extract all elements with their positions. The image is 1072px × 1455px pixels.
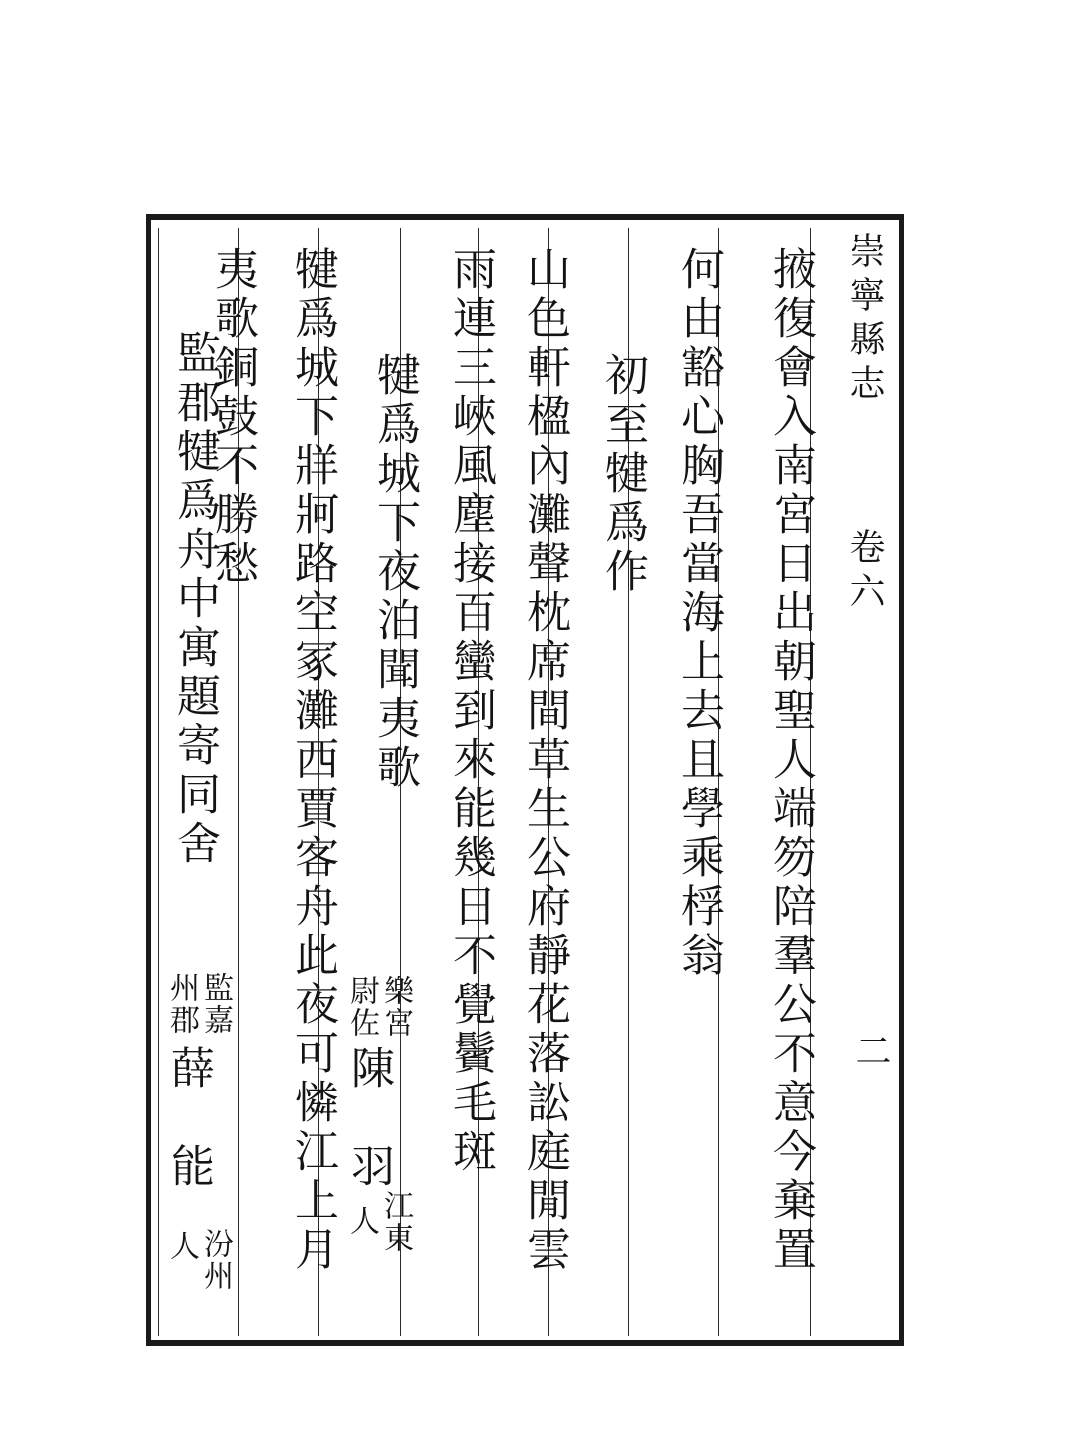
author-origin: 人 bbox=[344, 1205, 379, 1237]
author-name: 陳 羽 bbox=[343, 1045, 394, 1192]
author-office: 州郡 bbox=[164, 972, 199, 1036]
author-office: 樂宮 bbox=[378, 975, 413, 1039]
book-title: 崇寧縣志 bbox=[844, 232, 885, 408]
author-origin: 江東 bbox=[378, 1190, 413, 1254]
text-column: 夷歌銅鼓不勝愁 bbox=[207, 246, 258, 589]
poem-title: 初至犍爲作 bbox=[597, 352, 648, 597]
author-office: 尉佐 bbox=[344, 975, 379, 1039]
poem-title: 監郡犍爲舟中寓題寄同舍 bbox=[169, 330, 220, 869]
volume-label: 卷六 bbox=[844, 528, 885, 616]
author-origin: 人 bbox=[164, 1230, 199, 1262]
text-column: 掖復會入南宮日出朝聖人端笏陪羣公不意今棄置 bbox=[765, 246, 816, 1275]
text-column: 山色軒楹內灘聲枕席間草生公府靜花落訟庭閒雲 bbox=[519, 246, 570, 1275]
text-column: 犍爲城下牂牁路空冢灘西賈客舟此夜可憐江上月 bbox=[287, 246, 338, 1275]
text-column: 雨連三峽風塵接百蠻到來能幾日不覺鬢毛斑 bbox=[445, 246, 496, 1177]
page-number: 二 bbox=[850, 1032, 891, 1076]
poem-title: 犍爲城下夜泊聞夷歌 bbox=[369, 352, 420, 793]
author-origin: 汾州 bbox=[198, 1228, 233, 1292]
author-office: 監嘉 bbox=[198, 972, 233, 1036]
text-column: 何由豁心胸吾當海上去且學乘桴翁 bbox=[673, 246, 724, 981]
author-name: 薛 能 bbox=[163, 1045, 214, 1192]
